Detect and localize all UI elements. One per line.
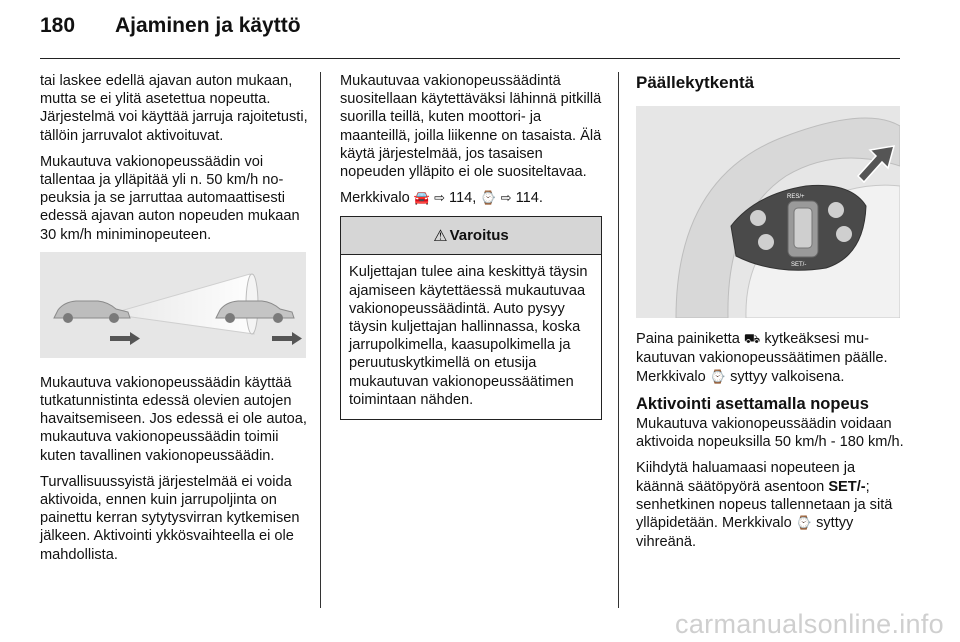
warning-text: Kuljettajan tulee aina keskittyä täysin ajamiseen käytettäessä mukautuvaa vakionopeussäädintä. Auto pysyy täysin kuljettajan hallinnassa, koska jarrupolkimella, kaasupolkimella ja peruutuskytkimellä on etusija mukautuvan vakionopeussäätimen toimintaan nähden. xyxy=(349,264,588,408)
watermark: carmanualsonline.info xyxy=(675,609,944,639)
adaptive-cruise-icon: ⛟ xyxy=(743,332,761,348)
set-label: SET/- xyxy=(791,262,807,269)
header-rule xyxy=(40,58,900,59)
cruise-control-icon: ⌚ xyxy=(480,191,497,207)
control-button-icon xyxy=(758,234,774,250)
cruise-control-icon: ⌚ xyxy=(795,516,812,532)
column-divider xyxy=(618,72,619,608)
page-header xyxy=(40,14,301,54)
page-title: Ajaminen ja käyttö xyxy=(115,14,301,37)
indicator-reference xyxy=(340,189,602,208)
page-ref-icon: ⇨ xyxy=(500,191,512,207)
warning-box xyxy=(340,216,602,420)
warning-triangle-icon: ⚠ xyxy=(433,225,448,245)
adaptive-cruise-button-icon xyxy=(836,226,852,242)
cruise-control-icon: ⌚ xyxy=(709,369,726,385)
steering-wheel-svg xyxy=(636,106,900,318)
distance-button-icon xyxy=(828,202,844,218)
column-1 xyxy=(40,72,308,572)
page-ref: 114. xyxy=(515,190,543,207)
thumbwheel xyxy=(794,208,812,248)
paragraph: Mukautuva vakionopeussäädin käyttää tutkatunnistinta edessä olevien autojen havaitsemiseen. Jos edessä ei ole autoa, mukautuva vakionopeussäädin toimii kuten tavallinen vakionopeussäädin. xyxy=(40,374,307,464)
paragraph: Mukautuva vakionopeussäädin voidaan aktivoida nopeuksilla 50 km/h - 180 km/h. xyxy=(636,416,904,451)
radar-illustration xyxy=(40,252,306,358)
set-position-label: SET/- xyxy=(828,478,866,495)
paragraph: Mukautuva vakionopeussäädin voi tallentaa ja ylläpitää yli n. 50 km/h nopeuksia ja se jarruttaa automaattisesti edessä ajavan auton nopeuden mukaan 30 km/h miniminopeuteen. xyxy=(40,153,300,243)
page-ref-icon: ⇨ xyxy=(434,191,445,207)
subsection-heading: Aktivointi asettamalla nopeus xyxy=(636,394,869,413)
column-3 xyxy=(636,72,904,559)
vehicle-ahead-icon: 🚘 xyxy=(413,191,430,207)
paragraph xyxy=(636,330,904,387)
text-run: ; senhetkinen nopeus tallennetaan ja sitä ylläpidetään. Merkkivalo xyxy=(636,478,893,532)
text-run: Kiihdytä haluamaasi nopeuteen ja käännä säätöpyörä asentoon xyxy=(636,460,856,495)
column-2 xyxy=(340,72,602,420)
paragraph xyxy=(636,459,904,551)
warning-header xyxy=(341,217,601,255)
indicator-label: Merkkivalo xyxy=(340,190,410,207)
warning-title: Varoitus xyxy=(449,226,509,244)
res-label: RES/+ xyxy=(787,194,805,201)
section-heading: Päällekytkentä xyxy=(636,73,755,92)
paragraph: Turvallisuussyistä järjestelmää ei voida aktivoida, ennen kuin jarrupoljinta on painettu kerran sytytysvirran kytkemisen jälkeen. Aktivointi ykkösvaihteella ei ole mahdollista. xyxy=(40,473,300,563)
control-button-icon xyxy=(750,210,766,226)
text-run: Paina painiketta xyxy=(636,331,740,348)
paragraph: tai laskee edellä ajavan auton mukaan, mutta se ei ylitä asetettua nopeutta. Järjestelmä voi käyttää jarruja rajoitetusti, tällöin jarruvalot aktivoituvat. xyxy=(40,73,308,144)
page-ref: 114, xyxy=(449,190,477,207)
text-run: kytkeäksesi mukautuvan vakionopeussäätimen päälle. Merkkivalo xyxy=(636,331,888,385)
column-divider xyxy=(320,72,321,608)
text-run: syttyy vihreänä. xyxy=(636,515,854,551)
radar-illustration-svg xyxy=(40,252,306,358)
steering-wheel-illustration xyxy=(636,106,900,318)
page-number: 180 xyxy=(40,14,76,37)
text-run: syttyy valkoisena. xyxy=(730,368,845,385)
paragraph: Mukautuvaa vakionopeussäädintä suositellaan käytettäväksi lähinnä pitkillä suorilla teillä, kuten moottori- ja maanteillä, joilla liikenne on tasaista. Älä käytä järjestelmää, jos tasaisen nopeuden ylläpito ei ole suositeltavaa. xyxy=(340,73,602,181)
